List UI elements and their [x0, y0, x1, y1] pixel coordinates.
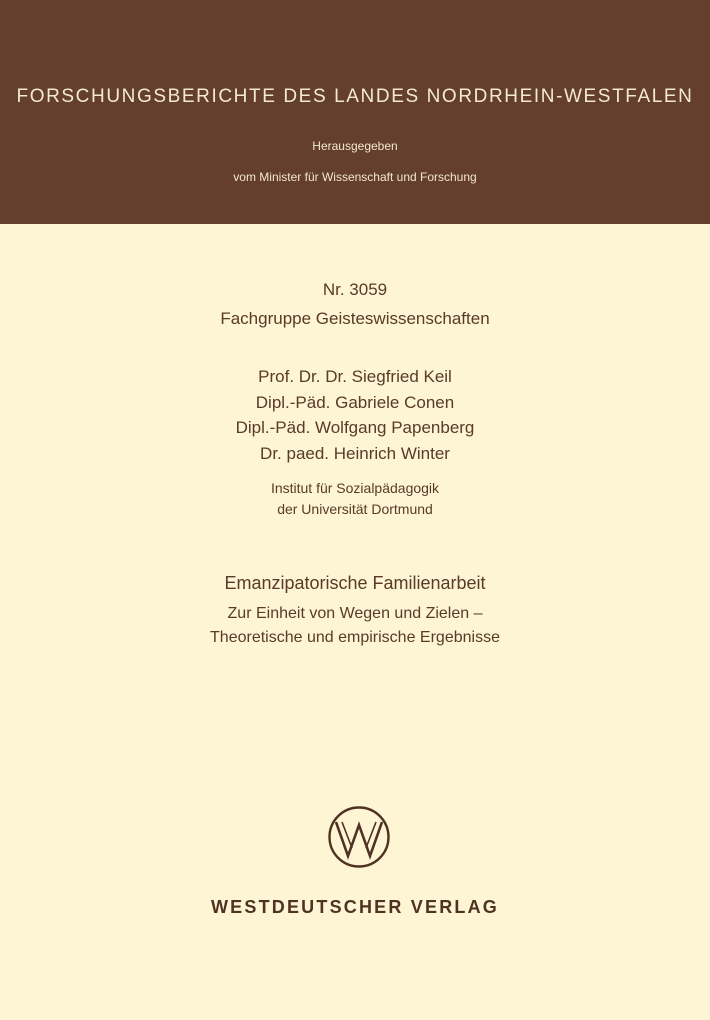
institution-line: Institut für Sozialpädagogik — [270, 480, 440, 496]
author-name: Dr. paed. Heinrich Winter — [260, 443, 450, 463]
editor-label: Herausgegeben — [312, 139, 398, 153]
author-name: Prof. Dr. Dr. Siegfried Keil — [258, 367, 452, 386]
editor-name: vom Minister für Wissenschaft und Forschung — [233, 170, 477, 184]
author-name: Dipl.-Päd. Gabriele Conen — [255, 392, 455, 412]
publisher-name: WESTDEUTSCHER VERLAG — [210, 897, 499, 917]
subject-group: Fachgruppe Geisteswissenschaften — [220, 309, 490, 328]
subtitle-line: Theoretische und empirische Ergebnisse — [210, 629, 500, 646]
author-list — [0, 364, 710, 466]
report-number: Nr. 3059 — [322, 280, 388, 299]
author-name: Dipl.-Päd. Wolfgang Papenberg — [235, 418, 475, 437]
book-subtitle — [0, 602, 710, 650]
series-title: FORSCHUNGSBERICHTE DES LANDES NORDRHEIN-WESTFALEN — [16, 86, 694, 107]
institution — [0, 478, 710, 520]
institution-line: der Universität Dortmund — [277, 501, 433, 517]
header-band — [0, 0, 710, 224]
book-title: Emanzipatorische Familienarbeit — [224, 573, 486, 593]
westdeutscher-verlag-w-logo-icon — [327, 805, 391, 869]
subtitle-line: Zur Einheit von Wegen und Zielen – — [227, 605, 483, 622]
